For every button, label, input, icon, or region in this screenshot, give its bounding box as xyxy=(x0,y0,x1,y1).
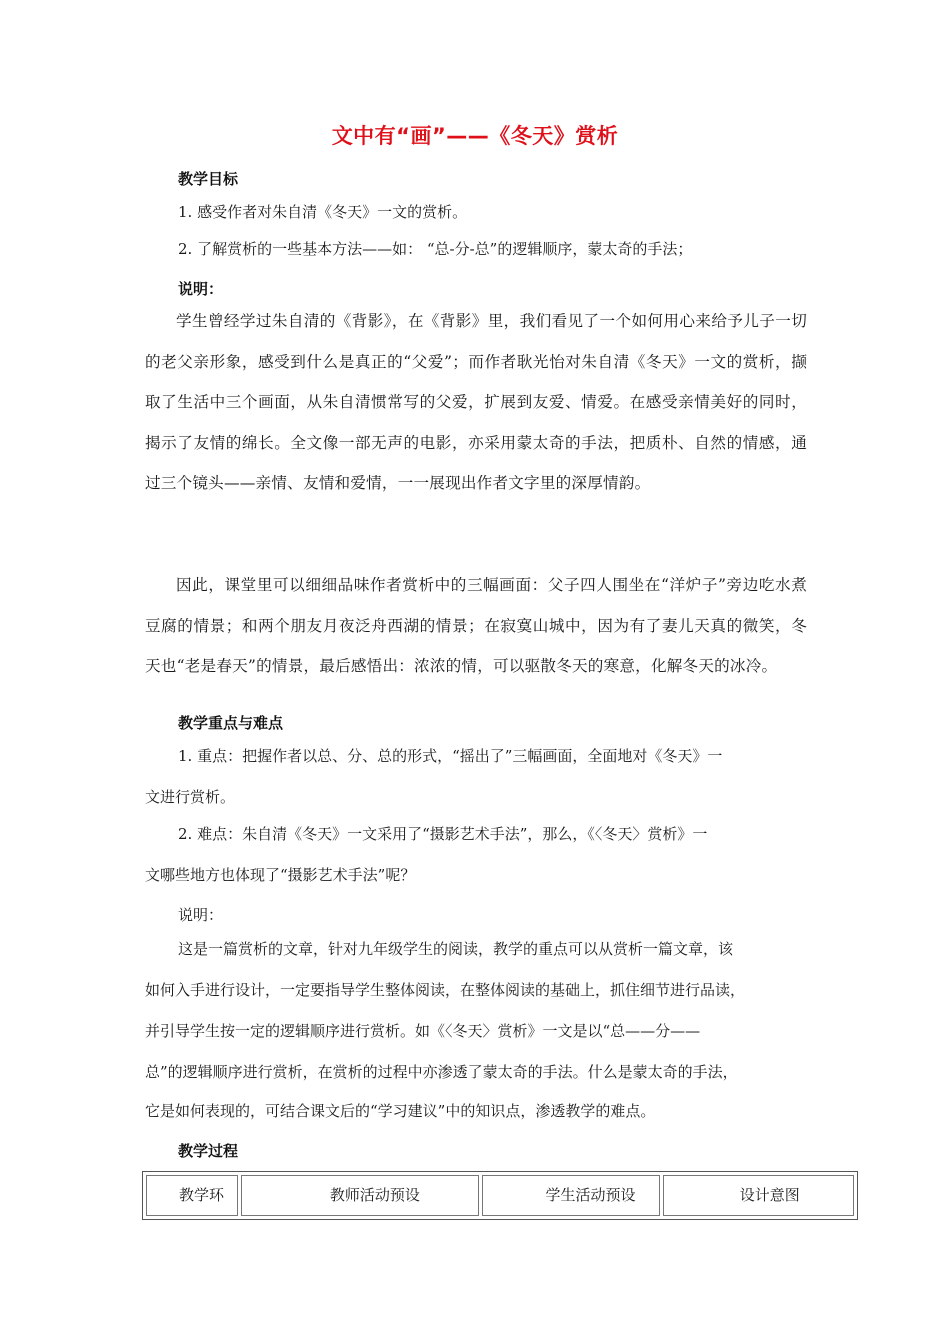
note2-line-3: 并引导学生按一定的逻辑顺序进行赏析。如《〈冬天〉赏析》一文是以“总——分—— xyxy=(145,1022,701,1040)
table-header-cell: 教师活动预设 xyxy=(241,1175,480,1216)
table-header-cell: 教学环 xyxy=(146,1175,238,1216)
table-header-cell: 学生活动预设 xyxy=(482,1175,659,1216)
note2-line-2: 如何入手进行设计，一定要指导学生整体阅读，在整体阅读的基础上，抓住细节进行品读， xyxy=(145,981,746,999)
note1-heading: 说明： xyxy=(178,280,224,298)
note1-paragraph-1: 学生曾经学过朱自清的《背影》，在《背影》里，我们看见了一个如何用心来给予儿子一切的老父亲形象，感受到什么是真正的“父爱”；而作者耿光怡对朱自清《冬天》一文的赏析，撷取了生活中三个画面，从朱自清惯常写的父爱，扩展到友爱、情爱。在感受亲情美好的同时，揭示了友情的绵长。全文像一部无声的电影，亦采用蒙太奇的手法，把质朴、自然的情感，通过三个镜头——亲情、友情和爱情，一一展现出作者文字里的深厚情韵。 xyxy=(145,312,807,493)
keypoint-1-line-2: 文进行赏析。 xyxy=(145,788,236,806)
table-header-row xyxy=(146,1175,854,1216)
note2-line-5: 它是如何表现的，可结合课文后的“学习建议”中的知识点，渗透教学的难点。 xyxy=(145,1102,656,1120)
note2-heading: 说明： xyxy=(178,906,224,924)
goal-item-1: 1. 感受作者对朱自清《冬天》一文的赏析。 xyxy=(178,203,468,221)
note1-paragraph-2: 因此，课堂里可以细细品味作者赏析中的三幅画面：父子四人围坐在“洋炉子”旁边吃水煮豆腐的情景；和两个朋友月夜泛舟西湖的情景；在寂寞山城中，因为有了妻儿天真的微笑，冬天也“老是春天”的情景，最后感悟出：浓浓的情，可以驱散冬天的寒意，化解冬天的冰冷。 xyxy=(145,576,807,676)
document-title: 文中有“画”——《冬天》赏析 xyxy=(331,124,619,148)
note2-line-4: 总”的逻辑顺序进行赏析，在赏析的过程中亦渗透了蒙太奇的手法。什么是蒙太奇的手法， xyxy=(145,1063,738,1081)
note2-line-1: 这是一篇赏析的文章，针对九年级学生的阅读，教学的重点可以从赏析一篇文章，该 xyxy=(178,940,734,958)
keypoint-1-line-1: 1. 重点：把握作者以总、分、总的形式，“摇出了”三幅画面，全面地对《冬天》一 xyxy=(178,747,723,765)
goals-heading: 教学目标 xyxy=(178,170,239,188)
goal-item-2: 2. 了解赏析的一些基本方法——如： “总-分-总”的逻辑顺序，蒙太奇的手法； xyxy=(178,240,693,258)
keypoint-2-line-2: 文哪些地方也体现了“摄影艺术手法”呢？ xyxy=(145,866,416,884)
process-heading: 教学过程 xyxy=(178,1142,239,1160)
teaching-process-table xyxy=(142,1171,858,1220)
keypoint-2-line-1: 2. 难点：朱自清《冬天》一文采用了“摄影艺术手法”，那么，《〈冬天〉赏析》一 xyxy=(178,825,708,843)
table-header-cell: 设计意图 xyxy=(663,1175,854,1216)
keypoints-heading: 教学重点与难点 xyxy=(178,714,284,732)
